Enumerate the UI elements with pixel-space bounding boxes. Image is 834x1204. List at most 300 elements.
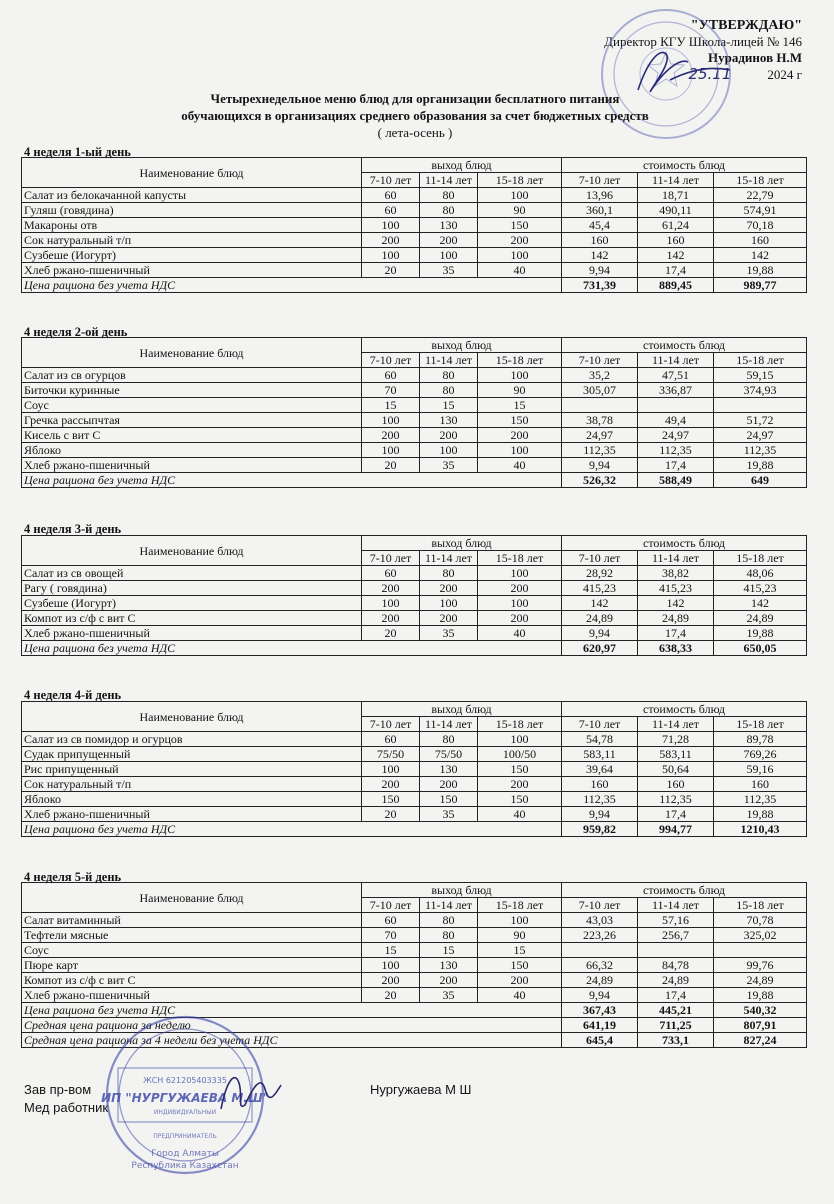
approval-block [604,18,802,83]
yield-cell: 15 [478,398,562,413]
table-header-row [22,536,807,551]
yield-cell: 80 [420,566,478,581]
cost-cell [562,943,638,958]
summary-value-cell: 645,4 [562,1033,638,1048]
dish-name: Компот из с/ф с вит С [22,973,362,988]
yield-cell: 100 [420,596,478,611]
yield-cell: 80 [420,913,478,928]
table-row [22,203,807,218]
yield-cell: 60 [362,368,420,383]
cost-cell: 50,64 [638,762,714,777]
yield-cell: 100 [362,248,420,263]
title-season: ( лета-осень ) [377,125,453,140]
dish-name: Сузбеше (Иогурт) [22,248,362,263]
header-age: 7-10 лет [562,898,638,913]
header-age: 7-10 лет [362,898,420,913]
dish-name: Гречка рассыпчтая [22,413,362,428]
total-cost-cell: 445,21 [638,1003,714,1018]
cost-cell [638,943,714,958]
total-row [22,278,807,293]
cost-cell: 43,03 [562,913,638,928]
yield-cell: 15 [420,943,478,958]
approval-date-line [604,66,802,83]
yield-cell: 100 [362,596,420,611]
cost-cell: 336,87 [638,383,714,398]
cost-cell: 48,06 [714,566,807,581]
cost-cell: 24,89 [638,973,714,988]
ip-stamp-name: ИП "НУРГУЖАЕВА М.Ш" [101,1091,269,1105]
table-row [22,581,807,596]
table-row [22,263,807,278]
yield-cell: 200 [478,611,562,626]
header-age: 7-10 лет [562,173,638,188]
table-row [22,792,807,807]
total-cost-cell: 989,77 [714,278,807,293]
day-label: 4 неделя 2-ой день [24,325,128,339]
cost-cell: 112,35 [714,792,807,807]
yield-cell: 100 [362,443,420,458]
total-label: Цена рациона без учета НДС [22,1003,562,1018]
header-age: 15-18 лет [714,717,807,732]
table-row [22,988,807,1003]
cost-cell: 66,32 [562,958,638,973]
dish-name: Яблоко [22,443,362,458]
total-cost-cell: 994,77 [638,822,714,837]
header-cost: стоимость блюд [562,158,807,173]
signature-left-2: Мед работник [24,1100,109,1115]
cost-cell: 9,94 [562,626,638,641]
total-label: Цена рациона без учета НДС [22,278,562,293]
dish-name: Пюре карт [22,958,362,973]
table-row [22,913,807,928]
approval-position: Директор КГУ Школа-лицей № 146 [604,34,802,49]
day-label: 4 неделя 1-ый день [24,145,131,159]
cost-cell: 22,79 [714,188,807,203]
yield-cell: 60 [362,566,420,581]
table-row [22,218,807,233]
header-dish-name: Наименование блюд [22,338,362,368]
ip-stamp-iin: ЖСН 621205403335 [143,1076,227,1085]
yield-cell: 15 [420,398,478,413]
yield-cell: 100 [362,958,420,973]
yield-cell: 100 [420,443,478,458]
yield-cell: 150 [478,762,562,777]
total-cost-cell: 540,32 [714,1003,807,1018]
header-cost: стоимость блюд [562,883,807,898]
header-cost: стоимость блюд [562,536,807,551]
yield-cell: 200 [420,233,478,248]
dish-name: Яблоко [22,792,362,807]
dish-name: Хлеб ржано-пшеничный [22,263,362,278]
yield-cell: 75/50 [362,747,420,762]
cost-cell: 223,26 [562,928,638,943]
yield-cell: 40 [478,626,562,641]
ip-stamp-line2: ПРЕДПРИНИМАТЕЛЬ [153,1133,217,1140]
header-age: 7-10 лет [362,173,420,188]
dish-name: Хлеб ржано-пшеничный [22,807,362,822]
cost-cell: 9,94 [562,807,638,822]
table-row [22,958,807,973]
table-row [22,626,807,641]
yield-cell: 150 [478,218,562,233]
cost-cell [638,398,714,413]
table-row [22,943,807,958]
yield-cell: 150 [478,792,562,807]
total-row [22,473,807,488]
header-age: 11-14 лет [420,173,478,188]
cost-cell [562,398,638,413]
table-row [22,732,807,747]
cost-cell: 142 [562,596,638,611]
header-age: 11-14 лет [638,353,714,368]
table-row [22,368,807,383]
yield-cell: 130 [420,762,478,777]
cost-cell: 19,88 [714,458,807,473]
yield-cell: 90 [478,203,562,218]
cost-cell: 61,24 [638,218,714,233]
dish-name: Судак припущенный [22,747,362,762]
table-row [22,248,807,263]
dish-name: Биточки куринные [22,383,362,398]
header-age: 11-14 лет [638,551,714,566]
yield-cell: 200 [362,233,420,248]
cost-cell: 17,4 [638,263,714,278]
table-row [22,747,807,762]
cost-cell: 160 [562,777,638,792]
table-header-row [22,338,807,353]
dish-name: Кисель с вит С [22,428,362,443]
yield-cell: 15 [362,943,420,958]
yield-cell: 100 [362,762,420,777]
yield-cell: 100 [478,248,562,263]
header-cost: стоимость блюд [562,702,807,717]
cost-cell: 38,78 [562,413,638,428]
cost-cell: 583,11 [562,747,638,762]
yield-cell: 200 [478,973,562,988]
dish-name: Рагу ( говядина) [22,581,362,596]
yield-cell: 80 [420,383,478,398]
table-row [22,611,807,626]
cost-cell: 19,88 [714,988,807,1003]
cost-cell: 57,16 [638,913,714,928]
header-yield: выход блюд [362,536,562,551]
cost-cell: 24,97 [714,428,807,443]
yield-cell: 200 [420,777,478,792]
yield-cell: 60 [362,188,420,203]
header-age: 11-14 лет [420,353,478,368]
dish-name: Хлеб ржано-пшеничный [22,458,362,473]
cost-cell: 769,26 [714,747,807,762]
table-header-row [22,158,807,173]
cost-cell: 360,1 [562,203,638,218]
total-cost-cell: 638,33 [638,641,714,656]
cost-cell: 142 [562,248,638,263]
yield-cell: 60 [362,913,420,928]
total-cost-cell: 367,43 [562,1003,638,1018]
cost-cell: 112,35 [562,443,638,458]
table-header-row [22,702,807,717]
yield-cell: 100 [478,566,562,581]
header-dish-name: Наименование блюд [22,536,362,566]
yield-cell: 35 [420,263,478,278]
header-age: 7-10 лет [562,551,638,566]
table-row [22,428,807,443]
dish-name: Рис припущенный [22,762,362,777]
cost-cell: 24,89 [714,973,807,988]
total-cost-cell: 1210,43 [714,822,807,837]
header-age: 7-10 лет [362,551,420,566]
cost-cell: 13,96 [562,188,638,203]
header-age: 15-18 лет [714,353,807,368]
yield-cell: 150 [478,958,562,973]
summary-row [22,1018,807,1033]
dish-name: Салат витаминный [22,913,362,928]
yield-cell: 80 [420,928,478,943]
cost-cell: 54,78 [562,732,638,747]
yield-cell: 20 [362,988,420,1003]
cost-cell: 160 [638,777,714,792]
yield-cell: 100/50 [478,747,562,762]
cost-cell: 17,4 [638,807,714,822]
day-menu-table [21,337,807,488]
title-line-1: Четырехнедельное меню блюд для организации бесплатного питания [210,91,620,106]
header-age: 15-18 лет [478,717,562,732]
table-row [22,458,807,473]
summary-value-cell: 711,25 [638,1018,714,1033]
approval-year: 2024 г [767,67,802,82]
dish-name: Хлеб ржано-пшеничный [22,626,362,641]
yield-cell: 40 [478,458,562,473]
ip-stamp-line1: ИНДИВИДУАЛЬНЫЙ [153,1109,217,1116]
header-age: 7-10 лет [362,353,420,368]
table-row [22,188,807,203]
cost-cell: 112,35 [714,443,807,458]
yield-cell: 60 [362,203,420,218]
signature-right: Нургужаева М Ш [370,1082,472,1097]
dish-name: Салат из св помидор и огурцов [22,732,362,747]
yield-cell: 90 [478,928,562,943]
header-yield: выход блюд [362,338,562,353]
table-row [22,443,807,458]
yield-cell: 40 [478,807,562,822]
cost-cell: 325,02 [714,928,807,943]
yield-cell: 100 [478,368,562,383]
cost-cell: 89,78 [714,732,807,747]
yield-cell: 70 [362,383,420,398]
day-menu-table [21,535,807,656]
cost-cell: 160 [562,233,638,248]
yield-cell: 150 [478,413,562,428]
yield-cell: 80 [420,188,478,203]
yield-cell: 150 [362,792,420,807]
cost-cell [714,398,807,413]
cost-cell: 24,89 [562,973,638,988]
approval-heading: "УТВЕРЖДАЮ" [690,18,802,33]
header-cost: стоимость блюд [562,338,807,353]
header-age: 15-18 лет [714,173,807,188]
header-age: 11-14 лет [638,898,714,913]
cost-cell: 112,35 [638,443,714,458]
summary-value-cell: 733,1 [638,1033,714,1048]
yield-cell: 35 [420,988,478,1003]
total-cost-cell: 620,97 [562,641,638,656]
dish-name: Компот из с/ф с вит С [22,611,362,626]
table-row [22,928,807,943]
yield-cell: 200 [478,777,562,792]
day-menu-table [21,882,807,1048]
cost-cell: 17,4 [638,626,714,641]
table-row [22,413,807,428]
table-row [22,233,807,248]
yield-cell: 200 [478,428,562,443]
yield-cell: 100 [478,913,562,928]
cost-cell: 17,4 [638,988,714,1003]
summary-label: Средная цена рациона за неделю [22,1018,562,1033]
yield-cell: 80 [420,368,478,383]
header-age: 15-18 лет [478,173,562,188]
yield-cell: 20 [362,458,420,473]
yield-cell: 200 [362,428,420,443]
cost-cell: 49,4 [638,413,714,428]
table-row [22,762,807,777]
dish-name: Салат из белокачанной капусты [22,188,362,203]
cost-cell: 160 [714,777,807,792]
cost-cell: 39,64 [562,762,638,777]
cost-cell: 490,11 [638,203,714,218]
yield-cell: 100 [362,413,420,428]
dish-name: Макароны отв [22,218,362,233]
cost-cell: 9,94 [562,458,638,473]
cost-cell: 19,88 [714,807,807,822]
cost-cell: 142 [638,596,714,611]
yield-cell: 80 [420,732,478,747]
yield-cell: 200 [420,428,478,443]
dish-name: Тефтели мясные [22,928,362,943]
header-age: 11-14 лет [638,717,714,732]
total-label: Цена рациона без учета НДС [22,822,562,837]
header-age: 11-14 лет [420,717,478,732]
total-cost-cell: 588,49 [638,473,714,488]
yield-cell: 80 [420,203,478,218]
approval-handwritten-date: 25.11 [688,65,732,83]
yield-cell: 200 [420,611,478,626]
total-label: Цена рациона без учета НДС [22,473,562,488]
cost-cell: 18,71 [638,188,714,203]
summary-value-cell: 827,24 [714,1033,807,1048]
table-row [22,596,807,611]
yield-cell: 200 [362,777,420,792]
yield-cell: 130 [420,958,478,973]
cost-cell: 142 [638,248,714,263]
dish-name: Гуляш (говядина) [22,203,362,218]
cost-cell: 99,76 [714,958,807,973]
yield-cell: 20 [362,807,420,822]
day-menu-table [21,701,807,837]
dish-name: Сок натуральный т/п [22,233,362,248]
cost-cell: 24,89 [714,611,807,626]
yield-cell: 100 [420,248,478,263]
yield-cell: 100 [362,218,420,233]
cost-cell: 19,88 [714,626,807,641]
dish-name: Салат из св овощей [22,566,362,581]
header-dish-name: Наименование блюд [22,883,362,913]
cost-cell: 256,7 [638,928,714,943]
header-age: 11-14 лет [420,898,478,913]
cost-cell: 142 [714,248,807,263]
header-age: 7-10 лет [362,717,420,732]
header-yield: выход блюд [362,158,562,173]
cost-cell: 160 [714,233,807,248]
yield-cell: 100 [478,188,562,203]
cost-cell: 24,89 [562,611,638,626]
header-age: 7-10 лет [562,717,638,732]
yield-cell: 20 [362,626,420,641]
dish-name: Сок натуральный т/п [22,777,362,792]
yield-cell: 130 [420,218,478,233]
cost-cell: 70,78 [714,913,807,928]
cost-cell: 59,16 [714,762,807,777]
cost-cell: 415,23 [714,581,807,596]
document-title [120,90,710,141]
header-dish-name: Наименование блюд [22,702,362,732]
header-yield: выход блюд [362,702,562,717]
header-age: 7-10 лет [562,353,638,368]
header-dish-name: Наименование блюд [22,158,362,188]
summary-label: Средная цена рациона за 4 недели без учета НДС [22,1033,562,1048]
yield-cell: 35 [420,458,478,473]
total-row [22,822,807,837]
yield-cell: 100 [478,443,562,458]
total-cost-cell: 731,39 [562,278,638,293]
table-header-row [22,883,807,898]
cost-cell: 112,35 [638,792,714,807]
yield-cell: 100 [478,596,562,611]
header-age: 15-18 лет [714,551,807,566]
ip-stamp-country: Республика Казахстан [131,1161,239,1171]
header-age: 15-18 лет [478,551,562,566]
yield-cell: 20 [362,263,420,278]
yield-cell: 15 [362,398,420,413]
cost-cell: 9,94 [562,263,638,278]
day-label: 4 неделя 4-й день [24,688,122,702]
cost-cell: 583,11 [638,747,714,762]
dish-name: Хлеб ржано-пшеничный [22,988,362,1003]
cost-cell: 305,07 [562,383,638,398]
table-row [22,973,807,988]
total-cost-cell: 650,05 [714,641,807,656]
ip-stamp-city: Город Алматы [151,1149,219,1159]
yield-cell: 90 [478,383,562,398]
cost-cell [714,943,807,958]
total-cost-cell: 649 [714,473,807,488]
cost-cell: 24,97 [562,428,638,443]
yield-cell: 150 [420,792,478,807]
yield-cell: 200 [478,581,562,596]
cost-cell: 28,92 [562,566,638,581]
cost-cell: 112,35 [562,792,638,807]
cost-cell: 574,91 [714,203,807,218]
cost-cell: 160 [638,233,714,248]
day-menu-table [21,157,807,293]
cost-cell: 24,89 [638,611,714,626]
yield-cell: 70 [362,928,420,943]
cost-cell: 51,72 [714,413,807,428]
yield-cell: 60 [362,732,420,747]
cost-cell: 47,51 [638,368,714,383]
summary-value-cell: 807,91 [714,1018,807,1033]
cost-cell: 24,97 [638,428,714,443]
cost-cell: 142 [714,596,807,611]
